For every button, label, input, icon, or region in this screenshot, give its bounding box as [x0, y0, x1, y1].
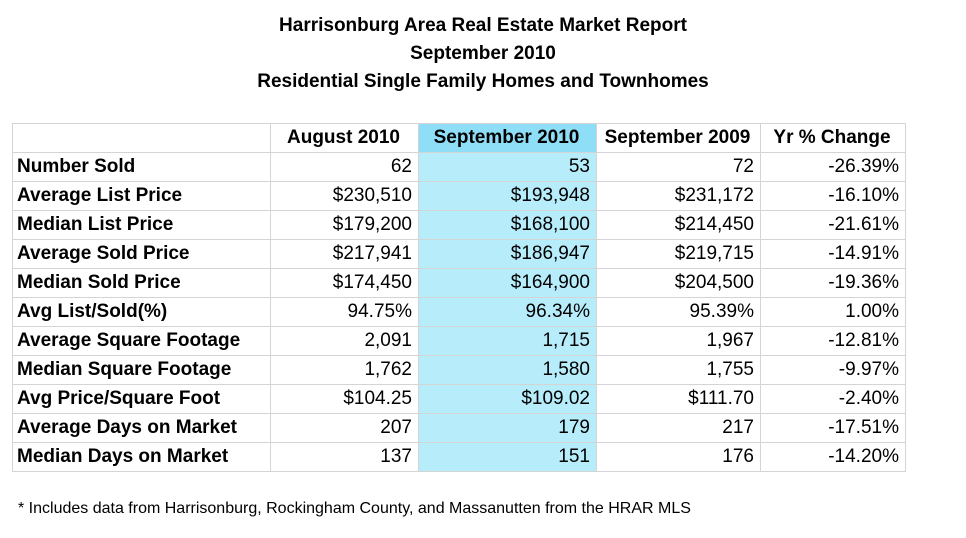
report-title: Harrisonburg Area Real Estate Market Report — [279, 15, 687, 36]
cell-august-2010: $104.25 — [271, 385, 419, 414]
cell-yr-pct-change: 1.00% — [761, 298, 906, 327]
cell-august-2010: 94.75% — [271, 298, 419, 327]
corner-header-cell — [13, 124, 271, 153]
table-header-row — [13, 124, 906, 153]
header-september-2009: September 2009 — [597, 124, 761, 153]
cell-september-2010: $186,947 — [419, 240, 597, 269]
cell-september-2010: $164,900 — [419, 269, 597, 298]
cell-september-2010: $109.02 — [419, 385, 597, 414]
market-report-table — [12, 123, 906, 472]
cell-august-2010: 1,762 — [271, 356, 419, 385]
cell-yr-pct-change: -14.20% — [761, 443, 906, 472]
report-title-block — [0, 12, 966, 96]
cell-september-2010: 53 — [419, 153, 597, 182]
cell-september-2010: $193,948 — [419, 182, 597, 211]
table-row — [13, 269, 906, 298]
row-label: Average List Price — [13, 182, 271, 211]
table-row — [13, 414, 906, 443]
cell-august-2010: $230,510 — [271, 182, 419, 211]
header-august-2010: August 2010 — [271, 124, 419, 153]
cell-yr-pct-change: -26.39% — [761, 153, 906, 182]
row-label: Avg List/Sold(%) — [13, 298, 271, 327]
cell-september-2009: 72 — [597, 153, 761, 182]
cell-september-2010: 96.34% — [419, 298, 597, 327]
row-label: Avg Price/Square Foot — [13, 385, 271, 414]
table-row — [13, 356, 906, 385]
cell-september-2009: 176 — [597, 443, 761, 472]
header-september-2010: September 2010 — [419, 124, 597, 153]
cell-august-2010: $179,200 — [271, 211, 419, 240]
cell-september-2010: 1,715 — [419, 327, 597, 356]
cell-september-2009: $111.70 — [597, 385, 761, 414]
cell-september-2009: $219,715 — [597, 240, 761, 269]
table-body — [13, 153, 906, 472]
cell-september-2009: $214,450 — [597, 211, 761, 240]
cell-yr-pct-change: -9.97% — [761, 356, 906, 385]
cell-yr-pct-change: -21.61% — [761, 211, 906, 240]
cell-yr-pct-change: -19.36% — [761, 269, 906, 298]
table-row — [13, 153, 906, 182]
cell-yr-pct-change: -2.40% — [761, 385, 906, 414]
cell-september-2009: 1,755 — [597, 356, 761, 385]
table-row — [13, 298, 906, 327]
cell-september-2010: 179 — [419, 414, 597, 443]
cell-august-2010: 137 — [271, 443, 419, 472]
cell-august-2010: $217,941 — [271, 240, 419, 269]
cell-august-2010: 207 — [271, 414, 419, 443]
cell-yr-pct-change: -14.91% — [761, 240, 906, 269]
table-row — [13, 385, 906, 414]
cell-september-2010: $168,100 — [419, 211, 597, 240]
cell-september-2010: 151 — [419, 443, 597, 472]
cell-september-2009: $231,172 — [597, 182, 761, 211]
cell-september-2010: 1,580 — [419, 356, 597, 385]
header-yr-pct-change: Yr % Change — [761, 124, 906, 153]
report-period: September 2010 — [410, 43, 556, 64]
row-label: Median Days on Market — [13, 443, 271, 472]
cell-yr-pct-change: -12.81% — [761, 327, 906, 356]
row-label: Average Square Footage — [13, 327, 271, 356]
report-subtitle: Residential Single Family Homes and Townhomes — [257, 71, 709, 92]
row-label: Average Sold Price — [13, 240, 271, 269]
table-row — [13, 240, 906, 269]
table-row — [13, 327, 906, 356]
table-row — [13, 211, 906, 240]
cell-august-2010: 2,091 — [271, 327, 419, 356]
row-label: Number Sold — [13, 153, 271, 182]
row-label: Median Sold Price — [13, 269, 271, 298]
table-row — [13, 443, 906, 472]
table-row — [13, 182, 906, 211]
cell-september-2009: $204,500 — [597, 269, 761, 298]
cell-september-2009: 217 — [597, 414, 761, 443]
row-label: Median List Price — [13, 211, 271, 240]
cell-september-2009: 95.39% — [597, 298, 761, 327]
row-label: Median Square Footage — [13, 356, 271, 385]
cell-august-2010: 62 — [271, 153, 419, 182]
footnote: * Includes data from Harrisonburg, Rockingham County, and Massanutten from the HRAR MLS — [18, 500, 691, 517]
row-label: Average Days on Market — [13, 414, 271, 443]
cell-yr-pct-change: -17.51% — [761, 414, 906, 443]
cell-september-2009: 1,967 — [597, 327, 761, 356]
cell-august-2010: $174,450 — [271, 269, 419, 298]
cell-yr-pct-change: -16.10% — [761, 182, 906, 211]
